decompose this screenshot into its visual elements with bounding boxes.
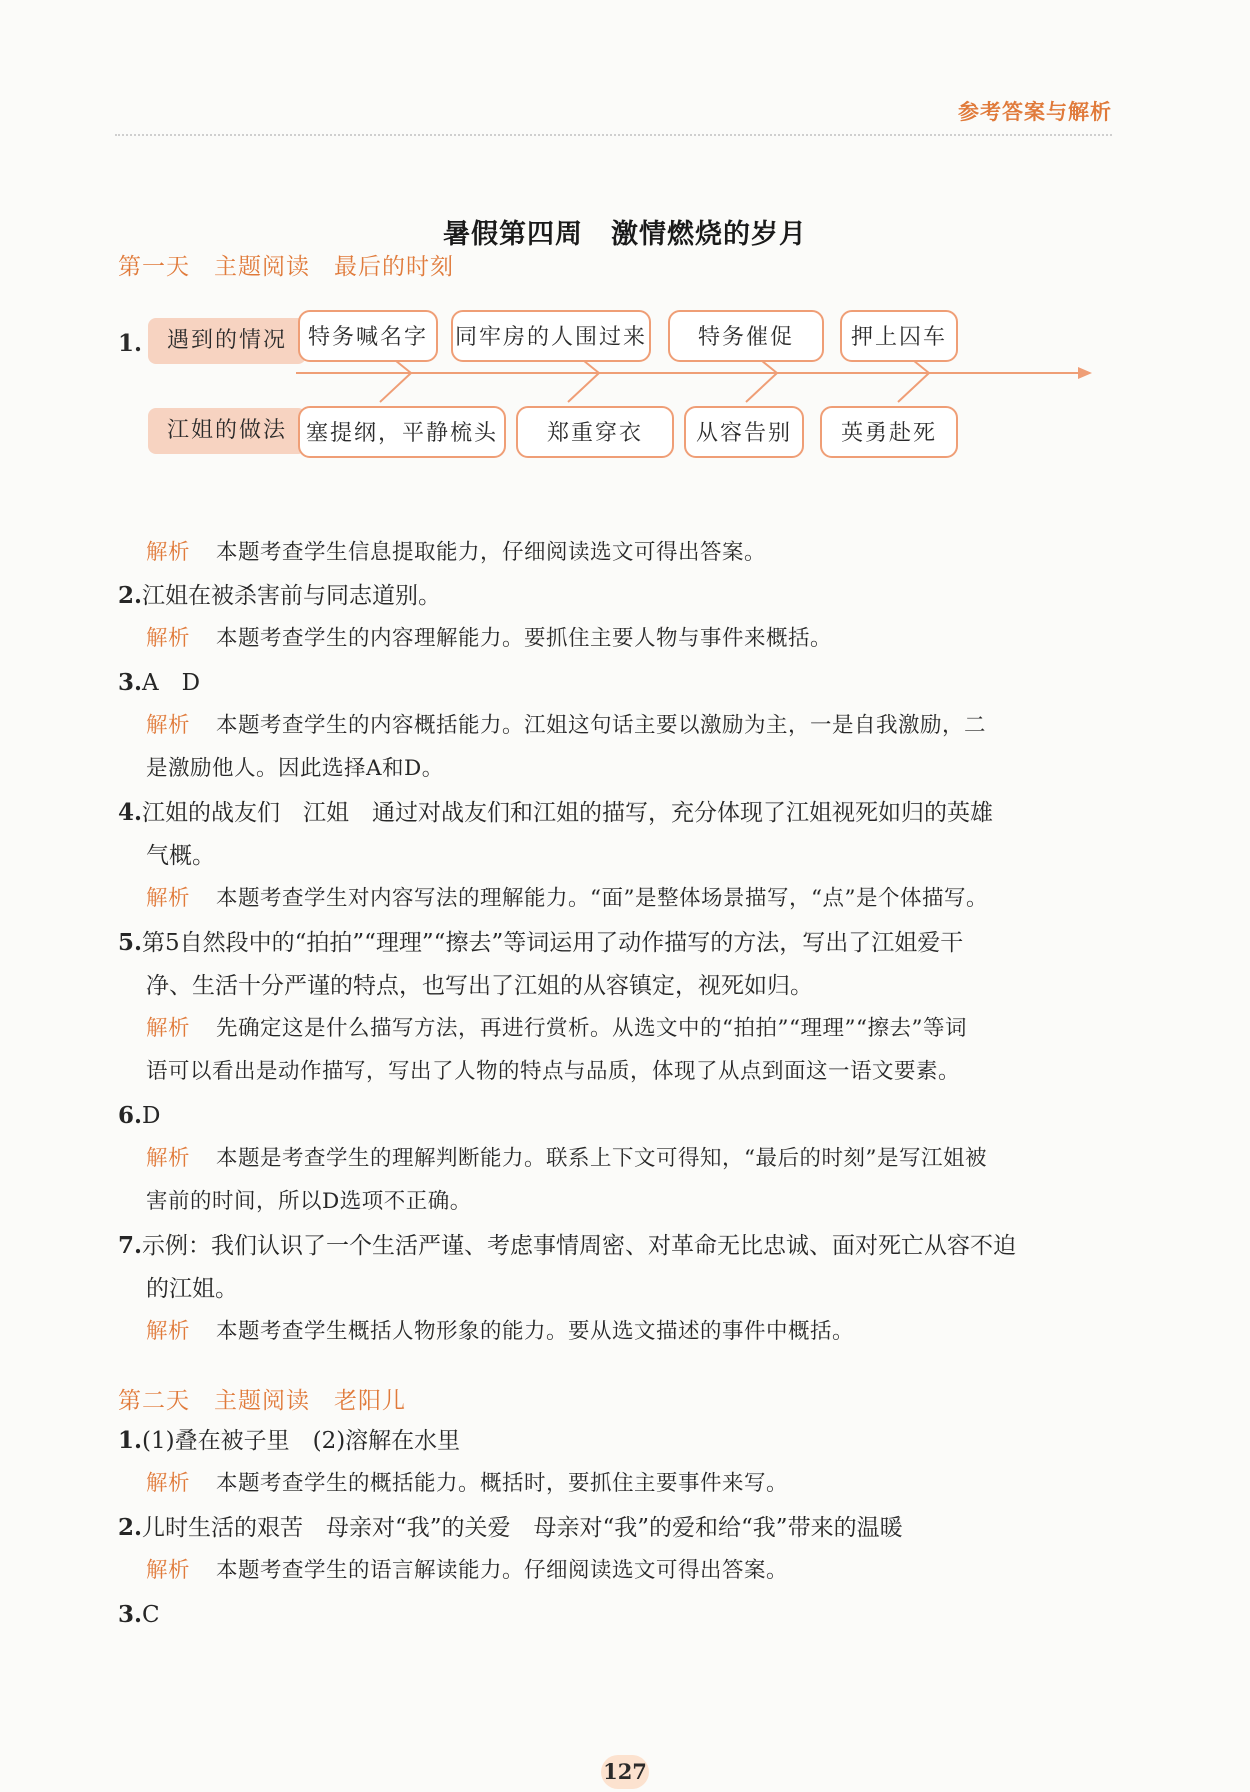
diagram-label-situation: 遇到的情况 (148, 318, 306, 364)
diagram-arrow-head (1078, 367, 1092, 379)
q6-analysis-cont: 害前的时间，所以D选项不正确。 (146, 1189, 472, 1214)
q4-answer: 4.江姐的战友们 江姐 通过对战友们和江姐的描写，充分体现了江姐视死如归的英雄 (118, 799, 994, 826)
bottom-box-3: 从容告别 (684, 406, 804, 458)
bottom-box-2: 郑重穿衣 (516, 406, 674, 458)
q2-analysis: 解析 本题考查学生的内容理解能力。要抓住主要人物与事件来概括。 (146, 626, 833, 651)
q7-answer: 7.示例：我们认识了一个生活严谨、考虑事情周密、对革命无比忠诚、面对死亡从容不迫 (118, 1232, 1017, 1259)
diagram-label-action: 江姐的做法 (148, 408, 306, 454)
q1-number: 1. (118, 330, 143, 357)
q1-analysis: 解析 本题考查学生信息提取能力，仔细阅读选文可得出答案。 (146, 540, 767, 565)
d2-q2-answer: 2.儿时生活的艰苦 母亲对“我”的关爱 母亲对“我”的爱和给“我”带来的温暖 (118, 1514, 903, 1541)
q2-answer: 2.江姐在被杀害前与同志道别。 (118, 582, 442, 609)
d2-q1-analysis: 解析 本题考查学生的概括能力。概括时，要抓住主要事件来写。 (146, 1471, 789, 1496)
header-rule (115, 134, 1112, 136)
d2-q1-answer: 1.(1)叠在被子里 (2)溶解在水里 (118, 1427, 461, 1454)
q4-answer-cont: 气概。 (146, 843, 215, 869)
analysis-label: 解析 (146, 540, 191, 565)
q5-analysis-cont: 语可以看出是动作描写，写出了人物的特点与品质，体现了从点到面这一语文要素。 (146, 1059, 961, 1084)
d2-q3-answer: 3.C (118, 1601, 160, 1628)
top-box-3: 特务催促 (668, 310, 824, 362)
q7-analysis: 解析 本题考查学生概括人物形象的能力。要从选文描述的事件中概括。 (146, 1319, 855, 1344)
header-label: 参考答案与解析 (958, 100, 1112, 124)
week-title: 暑假第四周 激情燃烧的岁月 (443, 219, 807, 250)
q6-answer: 6.D (118, 1102, 161, 1129)
day2-title: 第二天 主题阅读 老阳儿 (118, 1388, 406, 1414)
bottom-box-4: 英勇赴死 (820, 406, 958, 458)
q3-analysis-cont: 是激励他人。因此选择A和D。 (146, 756, 444, 781)
top-box-4: 押上囚车 (840, 310, 958, 362)
page-number: 127 (0, 1755, 1250, 1789)
q6-analysis: 解析 本题是考查学生的理解判断能力。联系上下文可得知，“最后的时刻”是写江姐被 (146, 1146, 988, 1171)
q1-fishbone-diagram (118, 325, 1118, 530)
q3-answer: 3.A D (118, 669, 201, 696)
top-box-1: 特务喊名字 (298, 310, 438, 362)
q5-answer-cont: 净、生活十分严谨的特点，也写出了江姐的从容镇定，视死如归。 (146, 973, 813, 999)
q5-analysis: 解析 先确定这是什么描写方法，再进行赏析。从选文中的“拍拍”“理理”“擦去”等词 (146, 1016, 967, 1041)
top-box-2: 同牢房的人围过来 (451, 310, 651, 362)
d2-q2-analysis: 解析 本题考查学生的语言解读能力。仔细阅读选文可得出答案。 (146, 1558, 789, 1583)
q7-answer-cont: 的江姐。 (146, 1276, 238, 1302)
q4-analysis: 解析 本题考查学生对内容写法的理解能力。“面”是整体场景描写，“点”是个体描写。 (146, 886, 988, 911)
q3-analysis: 解析 本题考查学生的内容概括能力。江姐这句话主要以激励为主，一是自我激励，二 (146, 713, 987, 738)
day1-title: 第一天 主题阅读 最后的时刻 (118, 254, 454, 280)
bottom-box-1: 塞提纲，平静梳头 (298, 406, 506, 458)
q5-answer: 5.第5自然段中的“拍拍”“理理”“擦去”等词运用了动作描写的方法，写出了江姐爱干 (118, 929, 964, 956)
